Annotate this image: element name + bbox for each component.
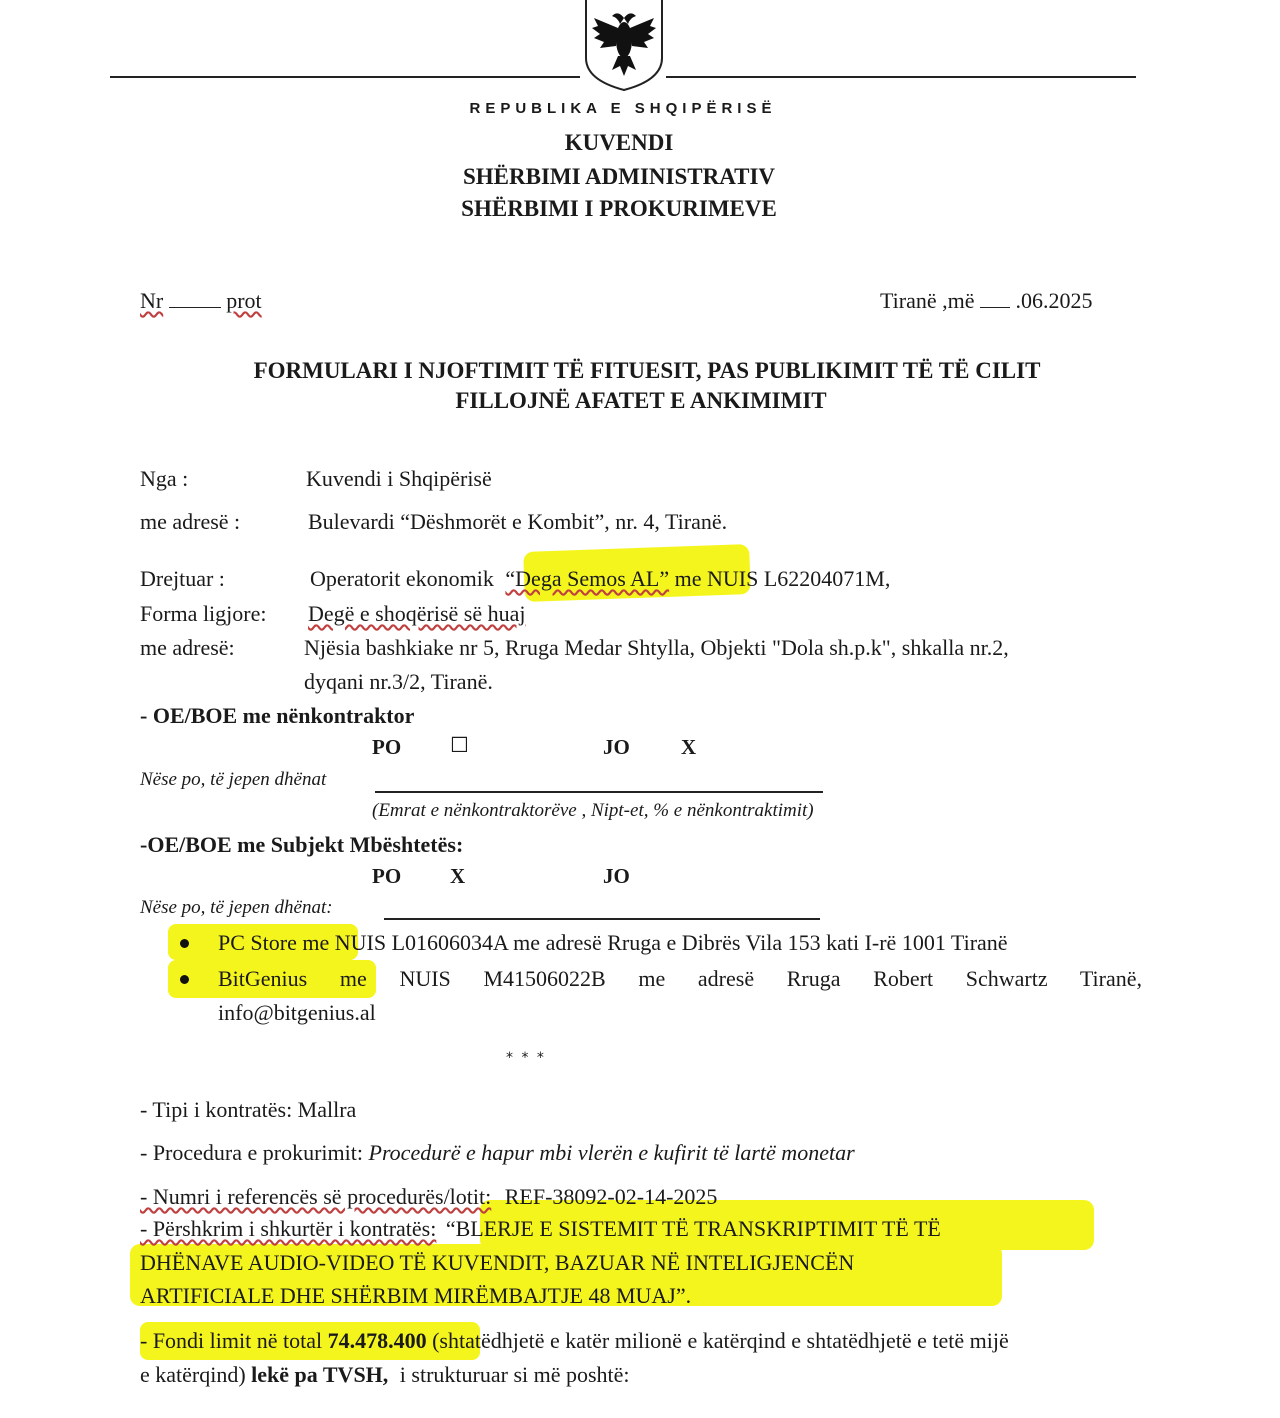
bullet-icon (180, 939, 189, 948)
support-subject-fill-line (384, 918, 820, 920)
subcontractor-po-checkbox: ☐ (450, 733, 469, 757)
service-name-1: SHËRBIMI ADMINISTRATIV (462, 164, 776, 189)
description-line-3: ARTIFICIALE DHE SHËRBIM MIRËMBAJTJE 48 MUAJ”. (140, 1283, 692, 1308)
fund-line-1: - Fondi limit në total 74.478.400 (shtatëdhjetë e katër milionë e katërqind e shtatëdhjetë e tetë mijë (140, 1328, 1009, 1353)
subcontractor-jo-label: JO (603, 735, 630, 759)
reference-line: - Numri i referencës së procedurës/lotit: REF-38092-02-14-2025 (140, 1184, 718, 1209)
legal-form-value: Degë e shoqërisë së huaj (308, 601, 526, 626)
support-item-2: BitGenius me NUIS M41506022B me adresë Rruga Robert Schwartz Tiranë, (218, 966, 1142, 991)
fund-line-2: e katërqind) lekë pa TVSH, i strukturuar si më poshtë: (140, 1362, 630, 1387)
support-subject-jo-label: JO (603, 864, 630, 888)
support-subject-if-yes: Nëse po, të jepen dhënat: (140, 897, 333, 918)
header-rule-left (110, 76, 580, 78)
subcontractor-if-yes: Nëse po, të jepen dhënat (140, 769, 327, 790)
institution-name: KUVENDI (564, 130, 674, 155)
albanian-eagle-emblem-icon (582, 0, 666, 92)
support-item-2-email: info@bitgenius.al (218, 1000, 376, 1025)
to-address-label: me adresë: (140, 635, 235, 660)
form-title-line-1: FORMULARI I NJOFTIMIT TË FITUESIT, PAS PUBLIKIMIT TË TË CILIT (253, 358, 1041, 383)
support-item-1: PC Store me NUIS L01606034A me adresë Rruga e Dibrës Vila 153 kati I-rë 1001 Tiranë (218, 930, 1008, 955)
description-line-1: - Përshkrim i shkurtër i kontratës: “BLERJE E SISTEMIT TË TRANSKRIPTIMIT TË TË (140, 1216, 941, 1241)
protocol-number: Nr prot (140, 288, 262, 313)
from-value: Kuvendi i Shqipërisë (306, 466, 492, 491)
subcontractor-jo-mark: X (681, 735, 697, 759)
from-address-label: me adresë : (140, 509, 241, 534)
republic-name: REPUBLIKA E SHQIPËRISË (469, 100, 777, 117)
to-value: Operatorit ekonomik “Dega Semos AL” me NUIS L62204071M, (310, 566, 891, 591)
header-rule-right (666, 76, 1136, 78)
support-subject-po-label: PO (372, 864, 402, 888)
support-subject-po-mark: X (450, 864, 466, 888)
subcontractor-heading: - OE/BOE me nënkontraktor (140, 703, 415, 728)
to-address-line-1: Njësia bashkiake nr 5, Rruga Medar Shtylla, Objekti "Dola sh.p.k", shkalla nr.2, (304, 635, 1009, 660)
from-label: Nga : (140, 466, 189, 491)
bullet-icon (180, 975, 189, 984)
place-date: Tiranë ,më .06.2025 (880, 288, 1093, 313)
subcontractor-hint: (Emrat e nënkontraktorëve , Nipt-et, % e nënkontraktimit) (372, 800, 814, 821)
legal-form-label: Forma ligjore: (140, 601, 267, 626)
procedure-line: - Procedura e prokurimit: Procedurë e hapur mbi vlerën e kufirit të lartë monetar (140, 1140, 855, 1165)
service-name-2: SHËRBIMI I PROKURIMEVE (461, 196, 777, 221)
section-separator: * * * (506, 1050, 546, 1066)
form-title-line-2: FILLOJNË AFATET E ANKIMIMIT (455, 388, 827, 413)
operator-name: “Dega Semos AL” (505, 566, 670, 591)
subcontractor-fill-line (375, 791, 823, 793)
description-line-2: DHËNAVE AUDIO-VIDEO TË KUVENDIT, BAZUAR NË INTELIGJENCËN (140, 1250, 855, 1275)
support-subject-heading: -OE/BOE me Subjekt Mbështetës: (140, 832, 464, 857)
contract-type: - Tipi i kontratës: Mallra (140, 1097, 357, 1122)
to-address-line-2: dyqani nr.3/2, Tiranë. (304, 669, 493, 694)
subcontractor-po-label: PO (372, 735, 402, 759)
fund-amount: 74.478.400 (327, 1328, 427, 1353)
from-address-value: Bulevardi “Dëshmorët e Kombit”, nr. 4, Tiranë. (308, 509, 728, 534)
to-label: Drejtuar : (140, 566, 225, 591)
